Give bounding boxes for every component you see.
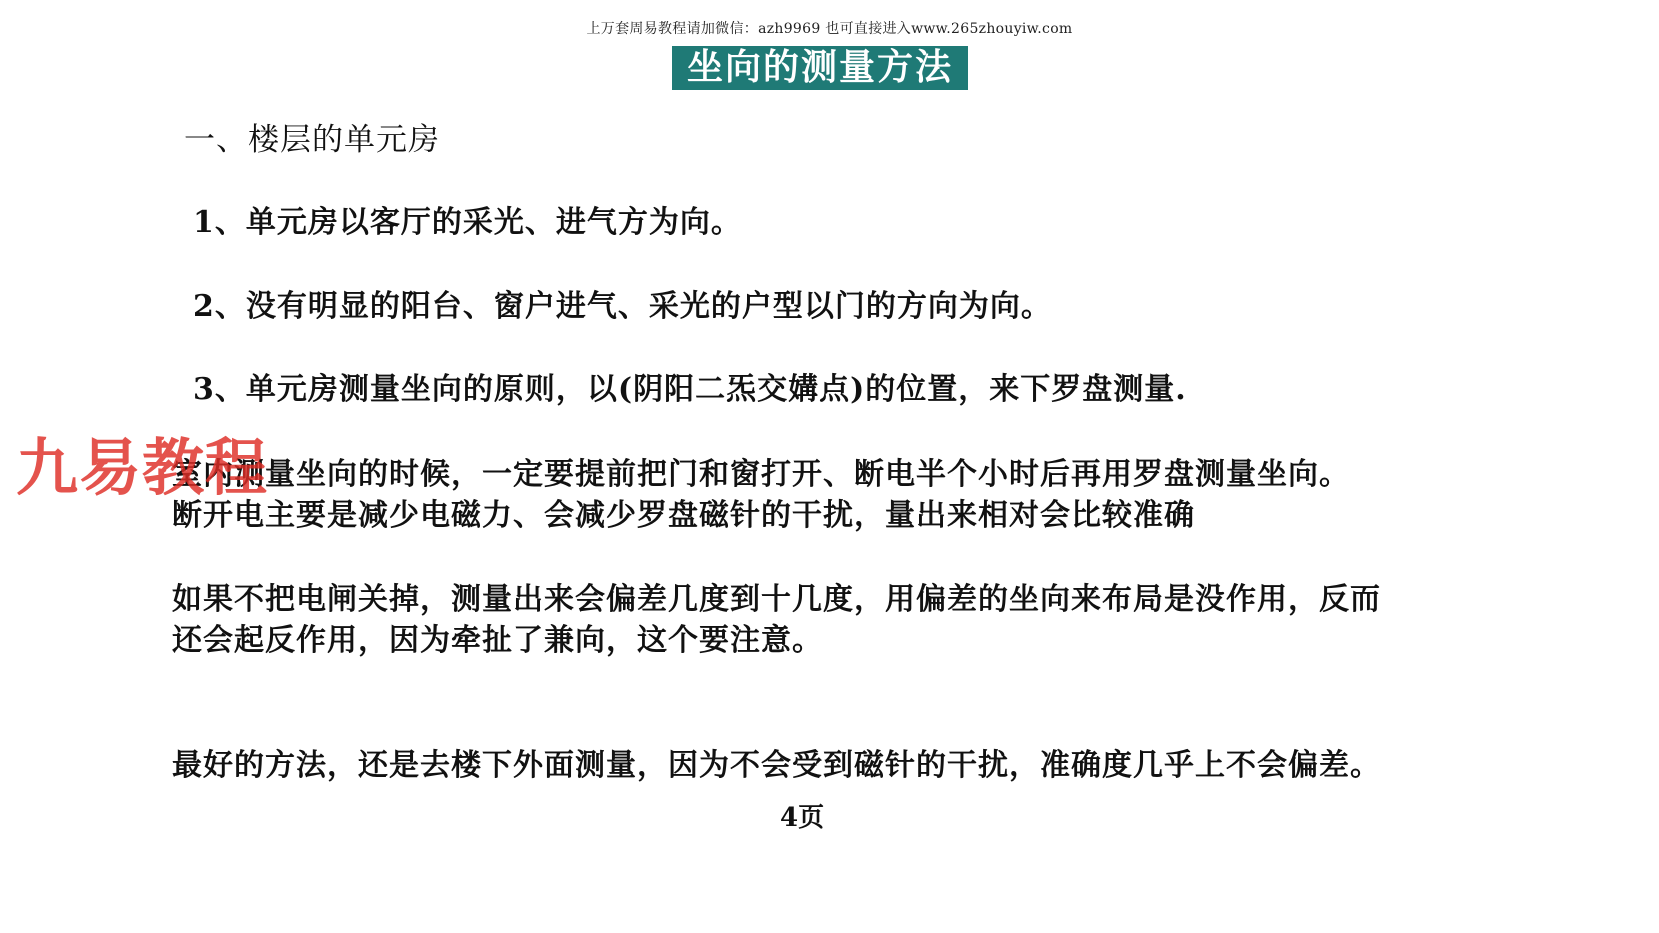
list-item: 1、单元房以客厅的采光、进气方为向。 [193,205,742,240]
paragraph-line: 如果不把电闸关掉，测量出来会偏差几度到十几度，用偏差的坐向来布局是没作用，反而 [172,582,1381,617]
paragraph-line: 室内测量坐向的时候，一定要提前把门和窗打开、断电半个小时后再用罗盘测量坐向。 [172,457,1350,492]
watermark-logo: 九易教程 [16,431,269,504]
page-number: 4页 [780,803,825,833]
page-title: 坐向的测量方法 [686,47,953,88]
list-item: 2、没有明显的阳台、窗户进气、采光的户型以门的方向为向。 [193,289,1052,324]
paragraph-line: 断开电主要是减少电磁力、会减少罗盘磁针的干扰，量出来相对会比较准确 [172,498,1195,533]
title-banner [672,46,968,90]
paragraph-line: 最好的方法，还是去楼下外面测量，因为不会受到磁针的干扰，准确度几乎上不会偏差。 [172,748,1381,783]
paragraph-line: 还会起反作用，因为牵扯了兼向，这个要注意。 [172,623,823,658]
section-heading: 一、楼层的单元房 [184,122,440,158]
header-notice: 上万套周易教程请加微信：azh9969 也可直接进入www.265zhouyiw.com [586,21,1073,37]
list-item: 3、单元房测量坐向的原则，以(阴阳二炁交媾点)的位置，来下罗盘测量. [193,372,1187,407]
